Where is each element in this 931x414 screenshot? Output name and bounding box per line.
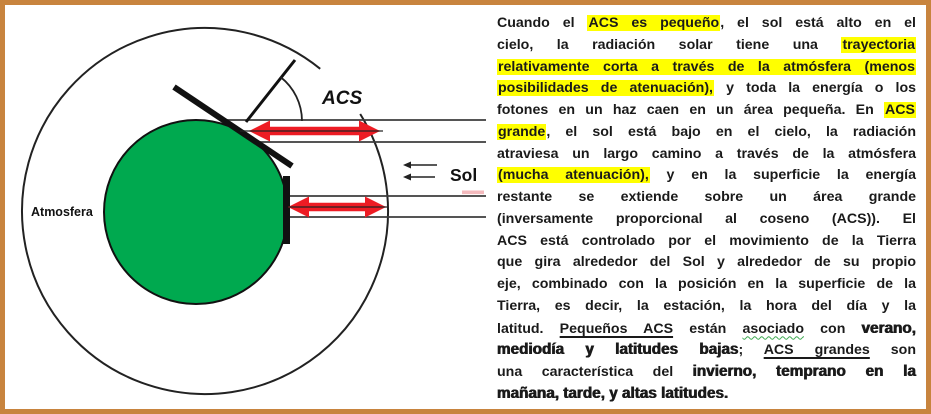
body-text: (inversamente proporcional al coseno (ACS)). El — [497, 210, 916, 227]
pink-artifact — [462, 191, 484, 195]
highlighted-text: trayectoria — [842, 36, 915, 53]
text-line — [497, 13, 916, 35]
text-line — [497, 318, 916, 340]
body-text: atraviesa un largo camino a través de la atmósfera — [497, 145, 916, 162]
text-line — [497, 187, 916, 209]
body-text: fotones en un haz caen en un área pequeña. En — [497, 102, 885, 118]
body-text: con — [804, 320, 862, 337]
underlined-text: ACS grandes — [763, 342, 870, 359]
emphasized-text: verano, — [861, 319, 916, 337]
spellcheck-text: asociado — [742, 320, 804, 337]
body-text: latitud. — [497, 320, 560, 337]
highlighted-text: (mucha atenuación), — [498, 167, 649, 184]
highlighted-text: ACS — [885, 102, 915, 118]
text-line — [497, 78, 916, 100]
body-text: , el sol está alto en el — [720, 15, 916, 31]
emphasized-text: invierno, temprano en la — [692, 363, 916, 380]
acs-angle-arc — [281, 77, 303, 121]
text-line — [497, 383, 916, 405]
highlighted-text: relativamente corta a través de la atmósfera (menos — [498, 58, 915, 75]
body-text: que gira alrededor del Sol y alrededor de su propio — [497, 254, 916, 271]
body-text: eje, combinado con la posición en la superficie de la — [497, 276, 916, 292]
body-text: Cuando el — [497, 15, 588, 31]
text-line — [497, 231, 916, 253]
text-line — [497, 252, 916, 274]
underlined-text: Pequeños ACS — [559, 320, 674, 337]
text-line — [497, 274, 916, 296]
text-line — [497, 339, 916, 361]
body-text: están — [673, 320, 743, 337]
body-text: , el sol está bajo en el cielo, la radiación — [546, 123, 916, 140]
explanation-paragraph — [497, 13, 916, 405]
text-line — [497, 144, 916, 166]
text-line — [497, 165, 916, 187]
text-line — [497, 209, 916, 231]
body-text: una característica del — [497, 364, 693, 380]
body-text: ACS está controlado por el movimiento de la Tierra — [497, 232, 916, 249]
body-text: ; — [738, 342, 764, 359]
atmosphere-label: Atmosfera — [31, 205, 93, 219]
acs-angle-label: ACS — [322, 88, 363, 109]
sun-label: Sol — [450, 165, 478, 185]
emphasized-text: mañana, tarde, y altas latitudes. — [497, 384, 729, 402]
text-line — [497, 57, 916, 79]
highlighted-text: grande — [498, 123, 546, 140]
text-line — [497, 361, 916, 383]
text-line — [497, 122, 916, 144]
body-text: y toda la energía o los — [714, 80, 916, 97]
sun-direction-arrows — [403, 162, 437, 181]
emphasized-text: mediodía y latitudes bajas — [497, 341, 739, 359]
body-text: cielo, la radiación solar tiene una — [497, 36, 842, 53]
text-line — [497, 35, 916, 57]
body-text: son — [869, 342, 917, 359]
body-text: restante se extiende sobre un área grande — [497, 189, 916, 205]
highlighted-text: ACS es pequeño — [588, 15, 720, 31]
zenith-normal-line — [246, 60, 295, 122]
highlighted-text: posibilidades de atenuación), — [498, 80, 714, 97]
text-line — [497, 100, 916, 122]
body-text: y en la superficie la energía — [649, 167, 916, 184]
acs-diagram — [5, 5, 497, 409]
body-text: Tierra, es decir, la estación, la hora del día y la — [497, 297, 916, 314]
text-line — [497, 296, 916, 318]
